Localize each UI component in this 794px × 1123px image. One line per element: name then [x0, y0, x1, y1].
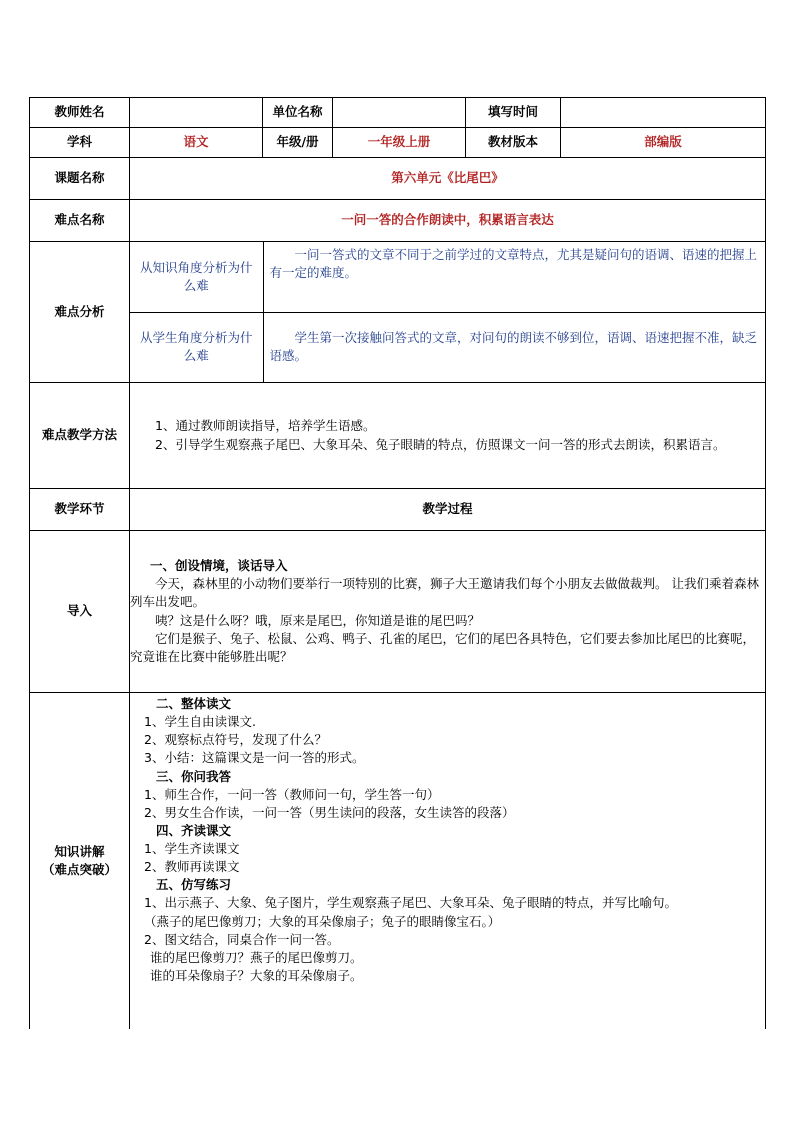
intro-paragraph: 咦？这是什么呀？哦，原来是尾巴，你知道是谁的尾巴吗？ [155, 612, 481, 628]
edition-label: 教材版本 [466, 128, 561, 158]
section-heading: 四、齐读课文 [156, 822, 232, 838]
methods-row [30, 383, 766, 489]
analysis-label: 难点分析 [30, 242, 130, 383]
intro-content [130, 531, 766, 693]
title-value: 第六单元《比尾巴》 [130, 158, 766, 200]
method-item: 2、引导学生观察燕子尾巴、大象耳朵、兔子眼睛的特点，仿照课文一问一答的形式去朗读，积累语言。 [155, 436, 726, 452]
student-angle-label: 从学生角度分析为什么难 [130, 312, 263, 382]
knowledge-row [30, 693, 766, 1029]
knowledge-angle-label: 从知识角度分析为什么难 [130, 242, 263, 312]
list-item: 3、小结：这篇课文是一问一答的形式。 [144, 750, 365, 766]
section-heading: 五、仿写练习 [156, 877, 232, 893]
student-angle-text: 学生第一次接触问答式的文章，对问句的朗读不够到位，语调、语速把握不准，缺乏语感。 [269, 330, 758, 364]
process-header-row [30, 489, 766, 531]
teacher-value[interactable] [130, 98, 263, 128]
grade-value: 一年级上册 [333, 128, 466, 158]
intro-row [30, 531, 766, 693]
header-row-1 [30, 98, 766, 128]
list-item: 2、男女生合作读，一问一答（男生读问的段落，女生读答的段落） [144, 804, 515, 820]
knowledge-angle-text: 一问一答式的文章不同于之前学过的文章特点，尤其是疑问句的语调、语速的把握上有一定的难度。 [263, 242, 765, 312]
analysis-subtable [130, 242, 765, 382]
teacher-label: 教师姓名 [30, 98, 130, 128]
list-item: 1、师生合作，一问一答（教师问一句，学生答一句） [144, 786, 440, 802]
list-item: 2、观察标点符号，发现了什么？ [144, 732, 327, 748]
list-item: 1、学生齐读课文 [144, 841, 240, 856]
section-heading: 三、你问我答 [156, 768, 232, 784]
section-heading: 二、整体读文 [156, 696, 232, 711]
grade-label: 年级/册 [263, 128, 333, 158]
date-label: 填写时间 [466, 98, 561, 128]
header-row-2 [30, 128, 766, 158]
list-item: （燕子的尾巴像剪刀；大象的耳朵像扇子；兔子的眼睛像宝石。） [144, 913, 501, 929]
methods-label: 难点教学方法 [30, 383, 130, 489]
knowledge-content [130, 693, 766, 1029]
intro-paragraph: 它们是猴子、兔子、松鼠、公鸡、鸭子、孔雀的尾巴，它们的尾巴各具特色，它们要去参加比尾巴的比赛呢，究竟谁在比赛中能够胜出呢？ [130, 630, 756, 664]
stage-label: 教学环节 [30, 489, 130, 531]
difficulty-value: 一问一答的合作朗读中，积累语言表达 [130, 200, 766, 242]
difficulty-label: 难点名称 [30, 200, 130, 242]
knowledge-lines [136, 695, 759, 985]
subject-label: 学科 [30, 128, 130, 158]
unit-label: 单位名称 [263, 98, 333, 128]
list-item: 2、图文结合，同桌合作一问一答。 [144, 931, 340, 947]
date-value[interactable] [561, 98, 766, 128]
list-item: 谁的耳朵像扇子？大象的耳朵像扇子。 [150, 967, 363, 983]
method-item: 1、通过教师朗读指导，培养学生语感。 [155, 418, 376, 434]
list-item: 谁的尾巴像剪刀？燕子的尾巴像剪刀。 [150, 949, 363, 965]
intro-paragraph: 今天，森林里的小动物们要举行一项特别的比赛，狮子大王邀请我们每个小朋友去做做裁判。 让我们乘着森林列车出发吧。 [130, 576, 759, 610]
title-row [30, 158, 766, 200]
subject-value: 语文 [130, 128, 263, 158]
title-label: 课题名称 [30, 158, 130, 200]
edition-value: 部编版 [561, 128, 766, 158]
lesson-plan-table [29, 97, 766, 1029]
intro-label: 导入 [30, 531, 130, 693]
knowledge-label [30, 693, 130, 1029]
difficulty-row [30, 200, 766, 242]
methods-content [130, 383, 766, 489]
knowledge-label-line2: （难点突破） [41, 861, 117, 877]
list-item: 1、学生自由读课文. [144, 714, 256, 730]
unit-value[interactable] [333, 98, 466, 128]
list-item: 1、出示燕子、大象、兔子图片，学生观察燕子尾巴、大象耳朵、兔子眼睛的特点，并写比喻句。 [144, 895, 677, 911]
process-label: 教学过程 [130, 489, 766, 531]
list-item: 2、教师再读课文 [144, 859, 240, 875]
analysis-row [30, 242, 766, 383]
intro-heading: 一、创设情境，谈话导入 [150, 558, 288, 574]
knowledge-label-line1: 知识讲解 [54, 843, 105, 859]
